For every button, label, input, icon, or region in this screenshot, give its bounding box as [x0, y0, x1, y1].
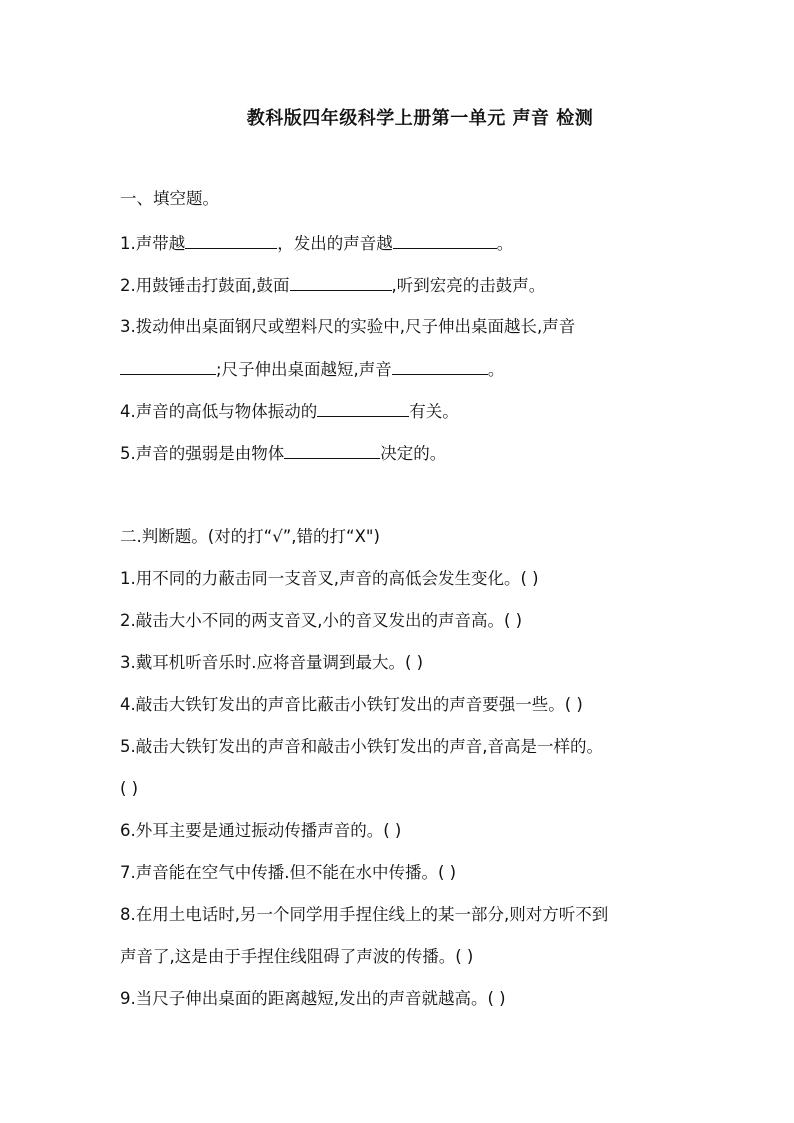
judge-item: 5.敲击大铁钉发出的声音和敲击小铁钉发出的声音,音高是一样的。	[120, 737, 603, 756]
fill-q2-text-b: ,听到宏亮的击鼓声。	[391, 276, 546, 295]
fill-q3-text-c: 。	[487, 360, 505, 379]
fill-question-1	[120, 232, 513, 255]
answer-blank[interactable]	[392, 358, 488, 375]
fill-question-5	[120, 442, 446, 465]
judge-item: 7.声音能在空气中传播.但不能在水中传播。( )	[120, 863, 457, 882]
answer-blank[interactable]	[393, 232, 497, 249]
answer-blank[interactable]	[120, 358, 216, 375]
judge-item: 8.在用土电话时,另一个同学用手捏住线上的某一部分,则对方听不到	[120, 905, 609, 924]
fill-q4-text-a: 4.声音的高低与物体振动的	[120, 402, 318, 421]
fill-q3-text-a: 3.拨动伸出桌面钢尺或塑料尺的实验中,尺子伸出桌面越长,声音	[120, 317, 576, 336]
fill-q1-text-a: 1.声带越	[120, 234, 186, 253]
judge-item: 4.敲击大铁钉发出的声音比蔽击小铁钉发出的声音要强一些。( )	[120, 695, 583, 714]
answer-blank[interactable]	[317, 400, 409, 417]
fill-q2-text-a: 2.用鼓锤击打鼓面,鼓面	[120, 276, 290, 295]
fill-question-3-line-2	[120, 358, 504, 381]
fill-q5-text-b: 决定的。	[380, 444, 447, 463]
judge-item: 2.敲击大小不同的两支音叉,小的音叉发出的声音高。( )	[120, 611, 523, 630]
page-title: 教科版四年级科学上册第一单元 声音 检测	[246, 108, 594, 129]
judge-item: 3.戴耳机听音乐时.应将音量调到最大。( )	[120, 653, 424, 672]
fill-q1-text-b: ，发出的声音越	[277, 234, 393, 253]
fill-question-3-line-1	[120, 316, 575, 338]
judge-item: 9.当尺子伸出桌面的距离越短,发出的声音就越高。( )	[120, 989, 506, 1008]
fill-q4-text-b: 有关。	[409, 402, 459, 421]
answer-blank[interactable]	[185, 232, 277, 249]
section1-heading: 一、填空题。	[120, 189, 219, 208]
answer-blank[interactable]	[284, 442, 380, 459]
fill-q5-text-a: 5.声音的强弱是由物体	[120, 444, 285, 463]
judge-item: 6.外耳主要是通过振动传播声音的。( )	[120, 821, 402, 840]
fill-question-4	[120, 400, 459, 423]
judge-item-continuation: ( )	[120, 779, 139, 798]
judge-item: 1.用不同的力蔽击同一支音叉,声音的高低会发生变化。( )	[120, 569, 539, 588]
section2-heading: 二.判断题。(对的打“√”,错的打“X")	[120, 527, 380, 546]
fill-q1-text-c: 。	[496, 234, 514, 253]
fill-question-2	[120, 274, 545, 297]
fill-q3-text-b: ;尺子伸出桌面越短,声音	[216, 360, 392, 379]
judge-item-continuation: 声音了,这是由于手捏住线阻碍了声波的传播。( )	[120, 947, 474, 966]
answer-blank[interactable]	[290, 274, 392, 291]
